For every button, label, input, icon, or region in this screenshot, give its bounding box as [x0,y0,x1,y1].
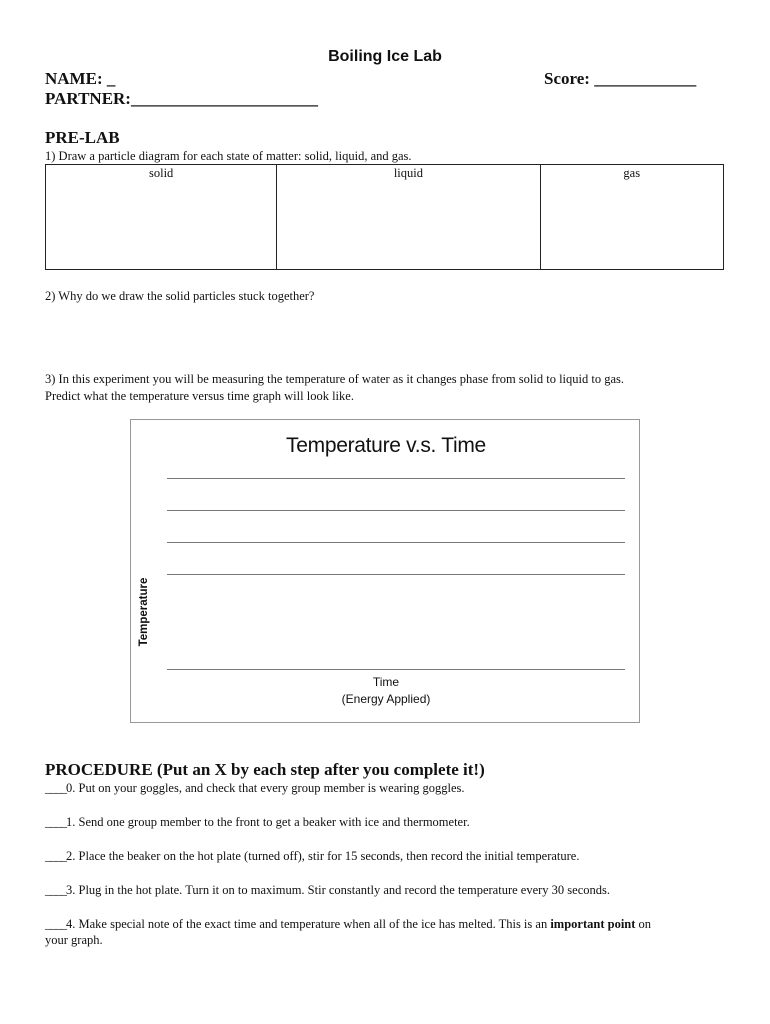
question-3-line-1: 3) In this experiment you will be measuring the temperature of water as it changes phase from solid to liquid to gas. [45,372,625,386]
procedure-heading: PROCEDURE (Put an X by each step after you complete it!) [45,760,485,779]
checkbox-blank[interactable]: ____ [45,917,66,931]
particle-diagram-table [45,164,724,270]
liquid-cell: liquid [277,165,540,270]
partner-field-label: PARTNER:______________________ [45,89,318,108]
procedure-step-0: ____0. Put on your goggles, and check that every group member is wearing goggles. [45,781,465,795]
question-2: 2) Why do we draw the solid particles stuck together? [45,289,315,303]
procedure-step-4: ____4. Make special note of the exact time and temperature when all of the ice has melted. This is an important point on your graph. [45,917,652,947]
important-point-emphasis: important point [550,917,636,931]
prelab-heading: PRE-LAB [45,128,120,147]
graph-title: Temperature v.s. Time [286,434,486,457]
graph-x-axis-label: Time (Energy Applied) [341,675,431,706]
question-3-line-2: Predict what the temperature versus time graph will look like. [45,389,354,403]
checkbox-blank[interactable]: ____ [45,883,66,897]
checkbox-blank[interactable]: ____ [45,815,66,829]
procedure-step-3: ____3. Plug in the hot plate. Turn it on to maximum. Stir constantly and record the temperature every 30 seconds. [45,883,611,897]
checkbox-blank[interactable]: ____ [45,781,66,795]
graph-worksheet-box: Temperature v.s. Time Temperature Time (Energy Applied) [130,419,640,723]
procedure-step-2: ____2. Place the beaker on the hot plate (turned off), stir for 15 seconds, then record the initial temperature. [45,849,580,863]
checkbox-blank[interactable]: ____ [45,849,66,863]
graph-ruled-line [167,542,625,543]
procedure-step-1: ____1. Send one group member to the front to get a beaker with ice and thermometer. [45,815,470,829]
graph-ruled-line [167,478,625,479]
question-1: 1) Draw a particle diagram for each state of matter: solid, liquid, and gas. [45,149,412,163]
score-field-label: Score: ____________ [544,69,697,88]
document-title: Boiling Ice Lab [328,48,442,65]
graph-ruled-line [167,510,625,511]
graph-ruled-line [167,574,625,575]
graph-x-axis-line [167,669,625,670]
solid-cell: solid [46,165,277,270]
gas-cell: gas [540,165,723,270]
name-field-label: NAME: _ [45,69,116,88]
